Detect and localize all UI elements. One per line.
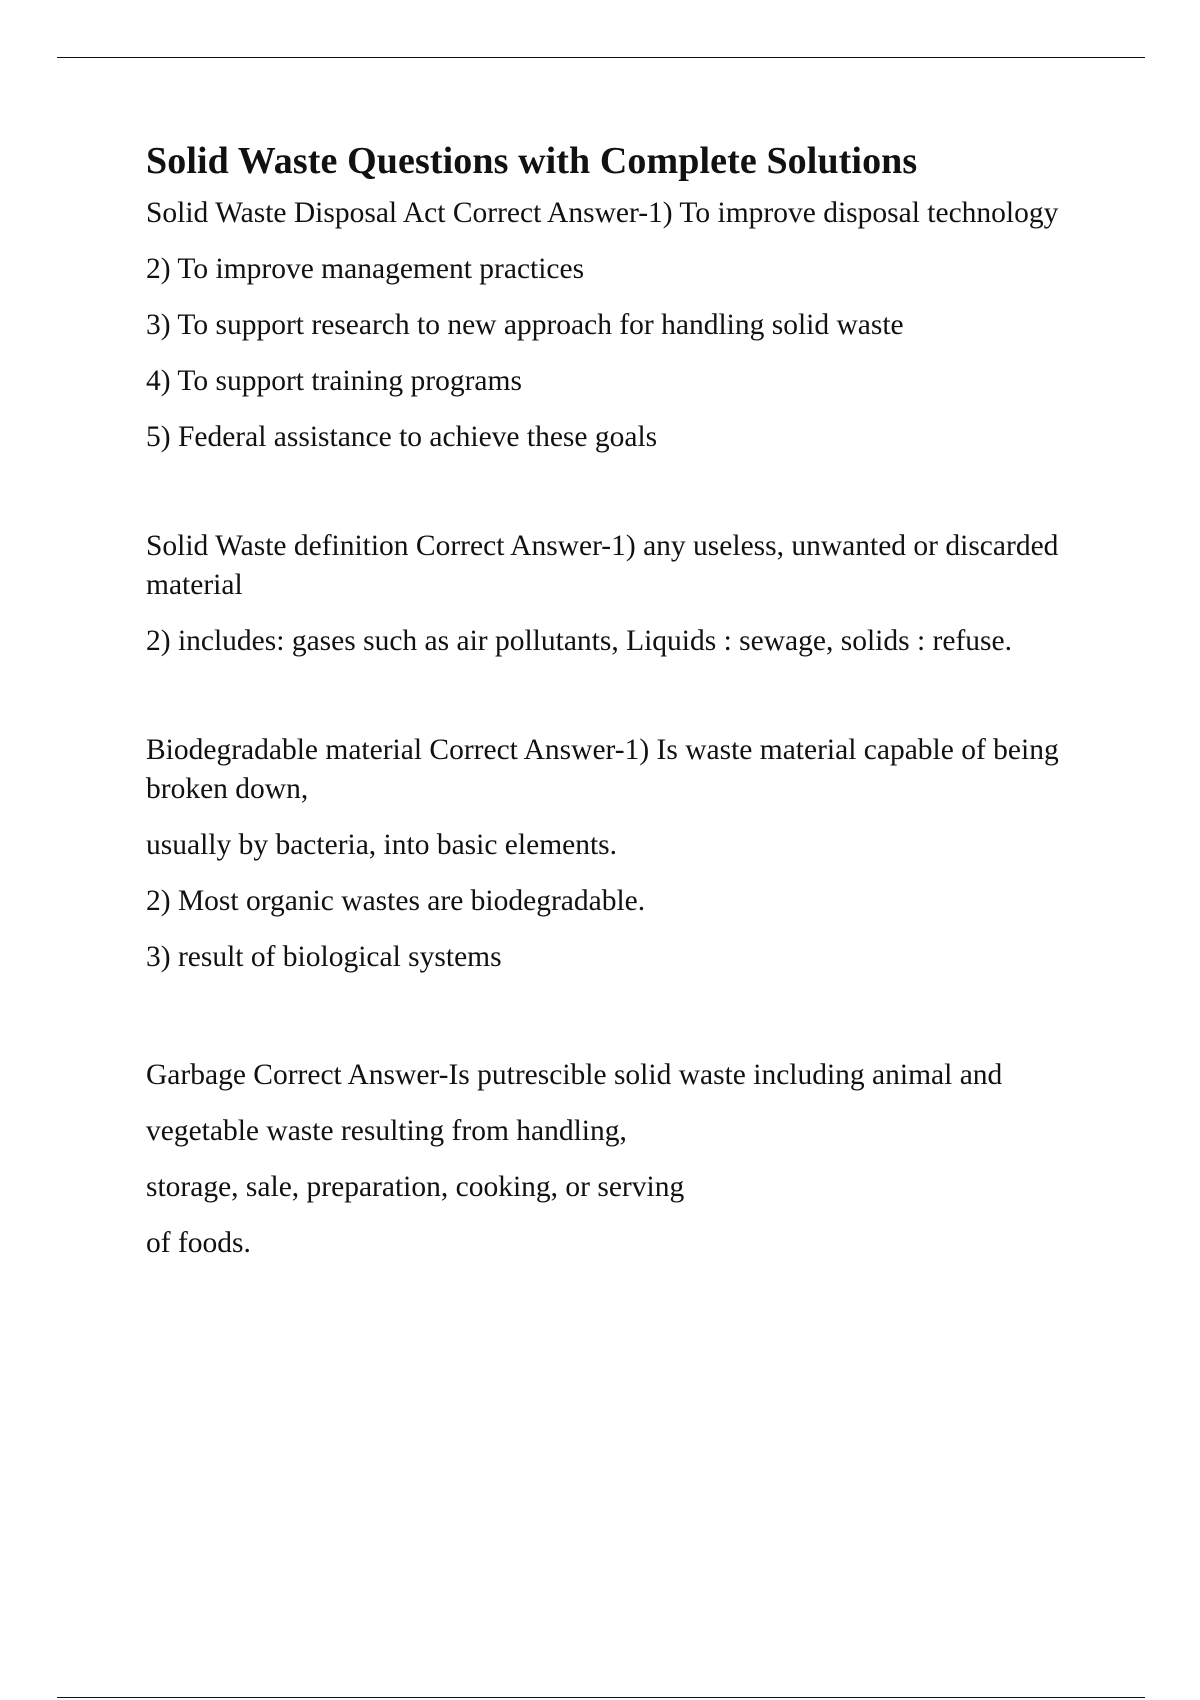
paragraph: of foods. (146, 1227, 251, 1259)
section-garbage (146, 1047, 1096, 1271)
paragraph: 2) To improve management practices (146, 253, 585, 285)
paragraph: vegetable waste resulting from handling, (146, 1115, 627, 1147)
footer-rule (57, 1697, 1145, 1698)
paragraph: Solid Waste definition Correct Answer-1) any useless, unwanted or discarded material (146, 530, 1059, 601)
paragraph: Biodegradable material Correct Answer-1) Is waste material capable of being broken down, (146, 734, 1059, 805)
paragraph: Solid Waste Disposal Act Correct Answer-1) To improve disposal technology (146, 197, 1059, 229)
paragraph: storage, sale, preparation, cooking, or serving (146, 1171, 685, 1203)
header-rule (57, 57, 1145, 58)
paragraph: 2) Most organic wastes are biodegradable. (146, 885, 646, 917)
section-solid-waste-definition (146, 527, 1096, 661)
paragraph: Garbage Correct Answer-Is putrescible solid waste including animal and (146, 1059, 1003, 1091)
paragraph: 3) To support research to new approach for handling solid waste (146, 309, 904, 341)
document-body (146, 138, 1096, 1271)
paragraph: 3) result of biological systems (146, 941, 502, 973)
section-solid-waste-disposal-act (146, 194, 1096, 457)
section-biodegradable-material (146, 731, 1096, 977)
paragraph: 5) Federal assistance to achieve these goals (146, 421, 658, 453)
paragraph: usually by bacteria, into basic elements. (146, 829, 618, 861)
paragraph: 2) includes: gases such as air pollutants, Liquids : sewage, solids : refuse. (146, 625, 1012, 657)
document-title: Solid Waste Questions with Complete Solutions (146, 140, 918, 182)
paragraph: 4) To support training programs (146, 365, 522, 397)
